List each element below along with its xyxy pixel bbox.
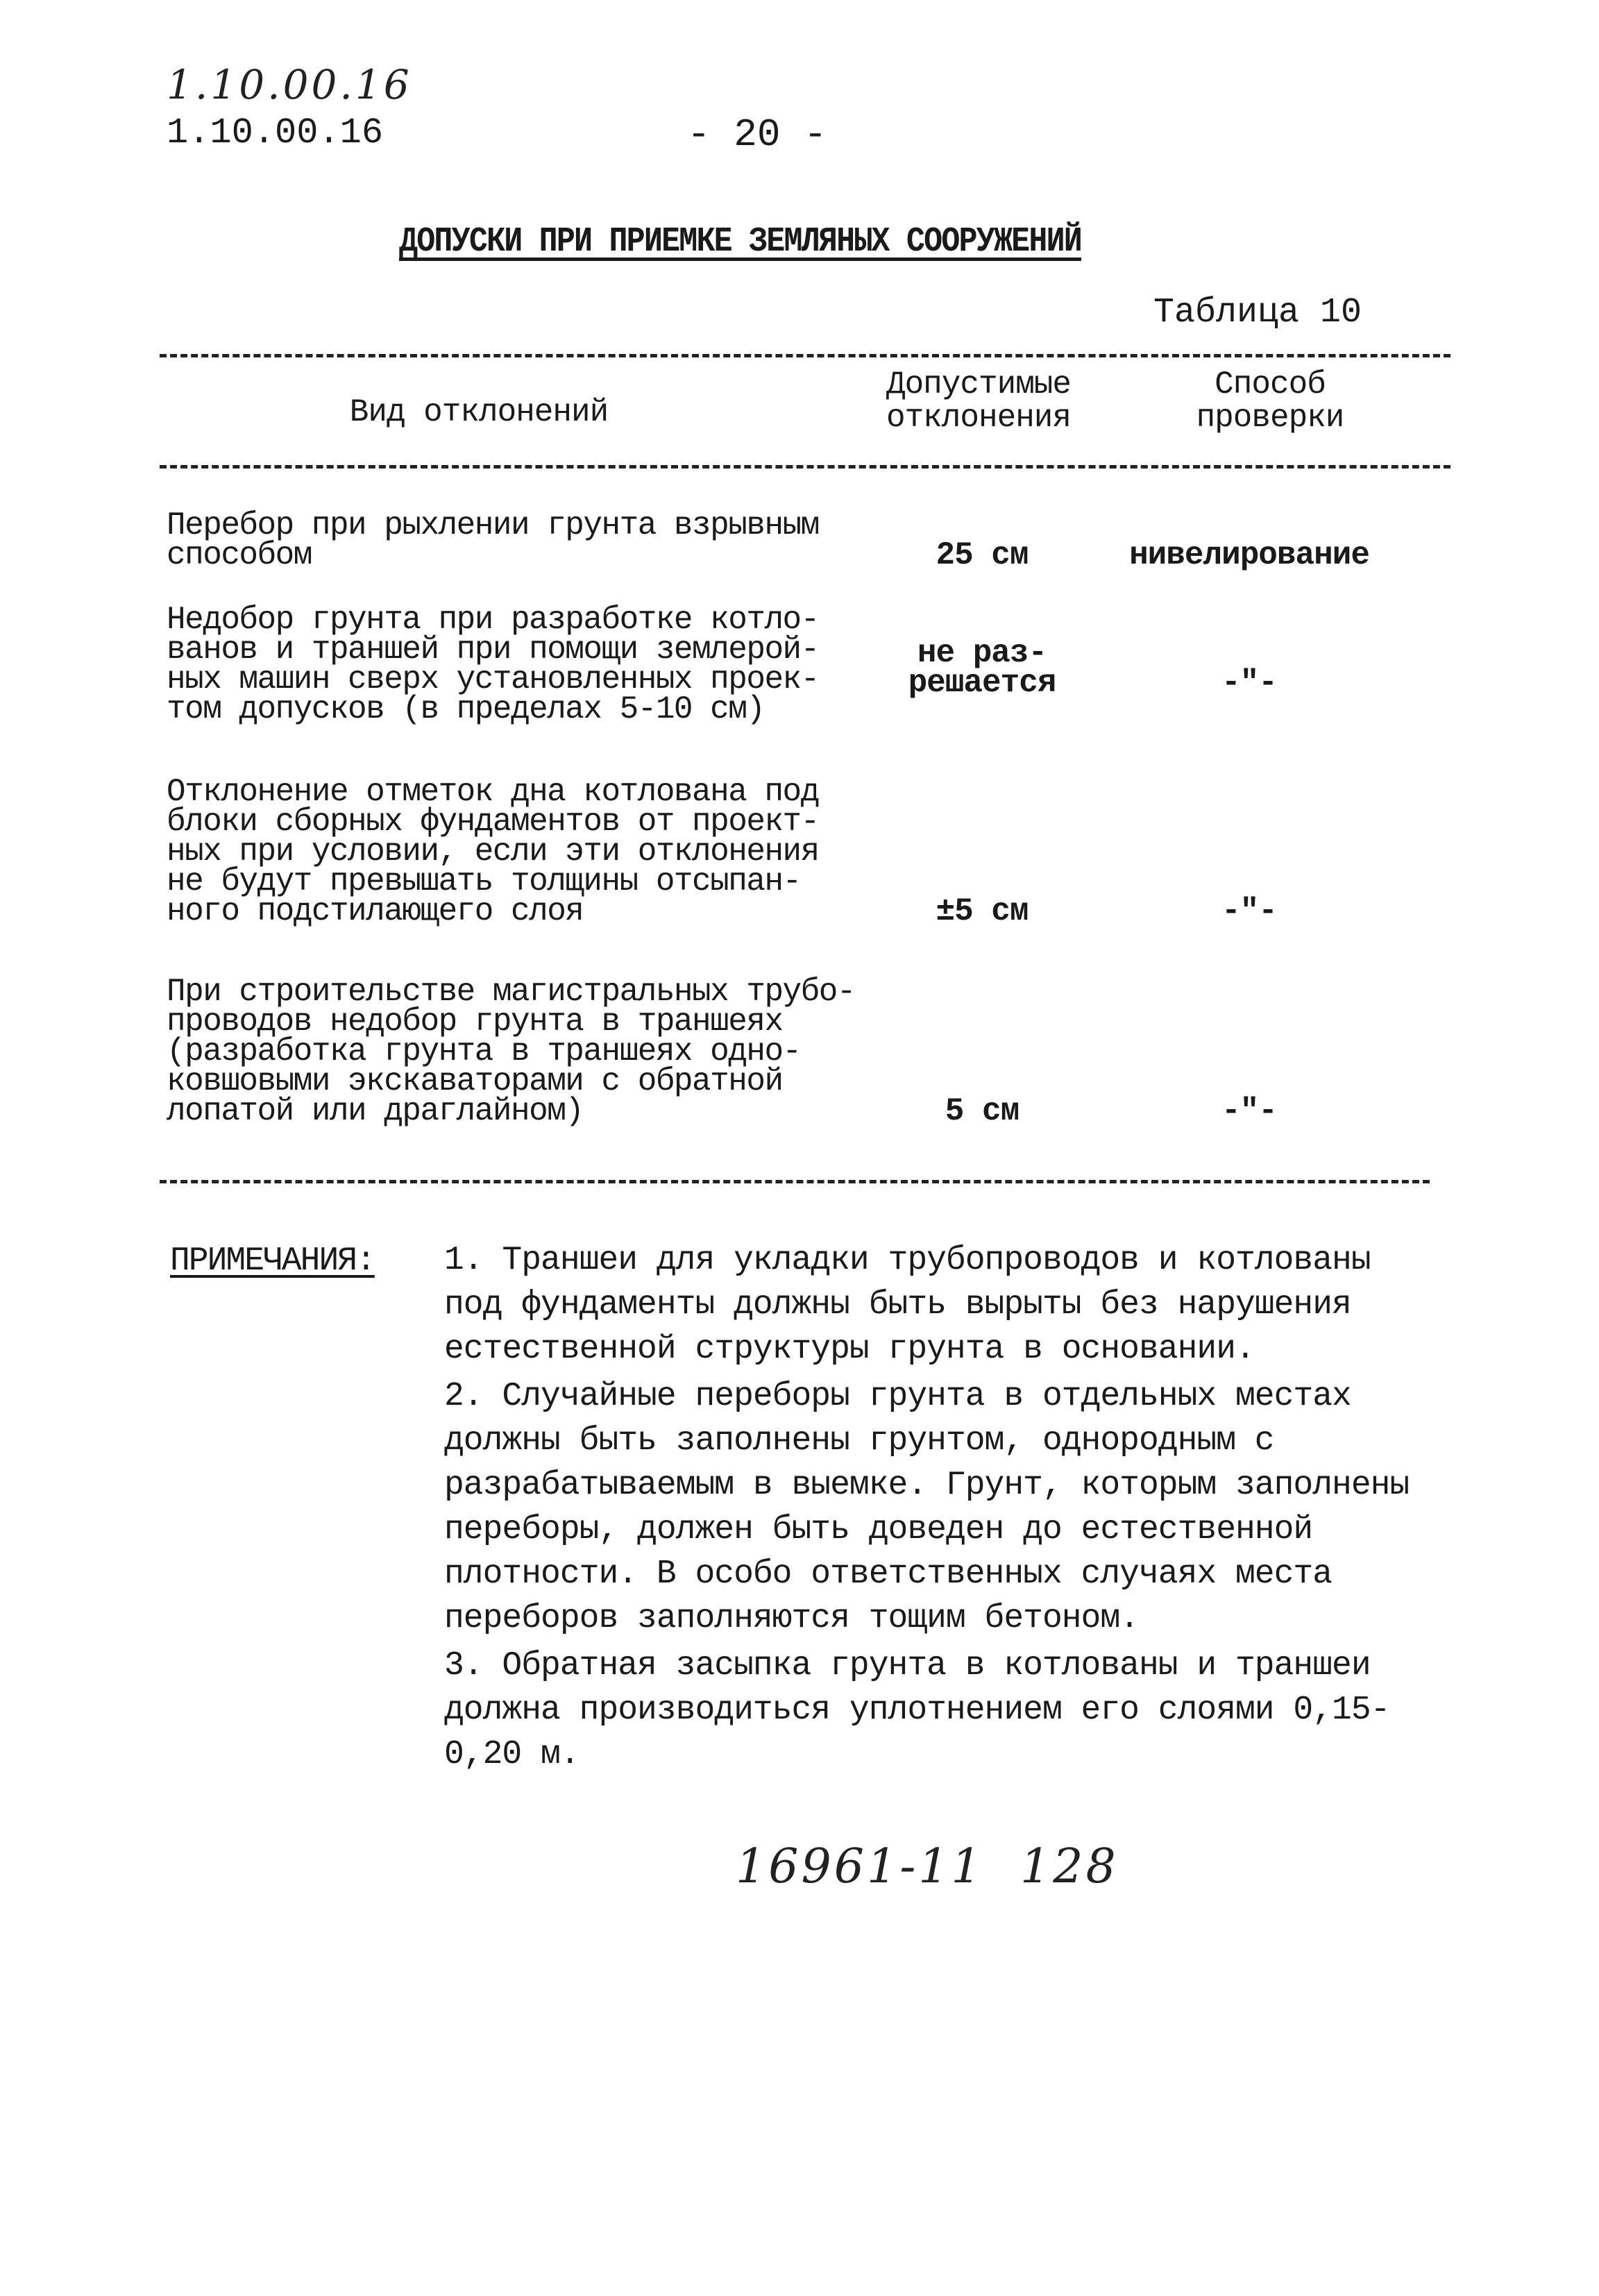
row-4-tolerance: 5 см xyxy=(945,1093,1020,1129)
note-item-1: 1. Траншеи для укладки трубопроводов и котлованы под фундаменты должны быть вырыты без нарушения естественной структуры грунта в основании. xyxy=(444,1242,1371,1368)
notes-list xyxy=(444,1238,1444,1780)
document-code: 1.10.00.16 xyxy=(167,112,384,153)
row-2-type: Недобор грунта при разработке котло- ванов и траншей при помощи землерой- ных машин сверх установленных проек- том допусков (в пределах 5-10 см) xyxy=(167,602,819,727)
row-1-method: нивелирование xyxy=(1129,537,1369,573)
row-2-tolerance: не раз- решается xyxy=(908,635,1056,701)
row-3-method: -"- xyxy=(1221,893,1277,929)
row-1-tolerance: 25 см xyxy=(936,537,1029,573)
table-bottom-rule xyxy=(160,1180,1430,1183)
row-3-type: Отклонение отметок дна котлована под блоки сборных фундаментов от проект- ных при условии, если эти отклонения не будут превышать толщины отсыпан- ного подстилающего слоя xyxy=(167,774,819,929)
column-header-method: Способ проверки xyxy=(1196,366,1344,436)
column-header-type: Вид отклонений xyxy=(349,394,609,430)
notes-label: ПРИМЕЧАНИЯ: xyxy=(170,1242,375,1280)
row-4-type: При строительстве магистральных трубо- проводов недобор грунта в траншеях (разработка грунта в траншеях одно- ковшовыми экскаваторами с обратной лопатой или драглайном) xyxy=(167,974,855,1129)
page-title: ДОПУСКИ ПРИ ПРИЕМКЕ ЗЕМЛЯНЫХ СООРУЖЕНИЙ xyxy=(399,222,1081,262)
column-header-tolerance: Допустимые отклонения xyxy=(886,366,1072,436)
row-2-method: -"- xyxy=(1221,665,1277,701)
note-item-2: 2. Случайные переборы грунта в отдельных местах должны быть заполнены грунтом, однородным с разрабатываемым в выемке. Грунт, которым заполнены переборы, должен быть доведен до естественной плотности. В особо ответственных случаях места переборов заполняются тощим бетоном. xyxy=(444,1378,1410,1637)
page-number: - 20 - xyxy=(687,112,827,157)
row-4-method: -"- xyxy=(1221,1093,1277,1129)
table-label: Таблица 10 xyxy=(1153,293,1362,332)
note-item-3: 3. Обратная засыпка грунта в котлованы и траншеи должна производиться уплотнением его слоями 0,15-0,20 м. xyxy=(444,1647,1390,1773)
header-bottom-rule xyxy=(160,465,1450,469)
row-3-tolerance: ±5 см xyxy=(936,893,1029,929)
row-1-type: Перебор при рыхлении грунта взрывным способом xyxy=(167,507,819,573)
handwritten-footer-sheet: 128 xyxy=(1020,1839,1119,1894)
table-top-rule xyxy=(160,354,1450,357)
handwritten-doc-code: 1.10.00.16 xyxy=(167,61,412,108)
handwritten-footer-number: 16961-11 xyxy=(736,1839,984,1894)
